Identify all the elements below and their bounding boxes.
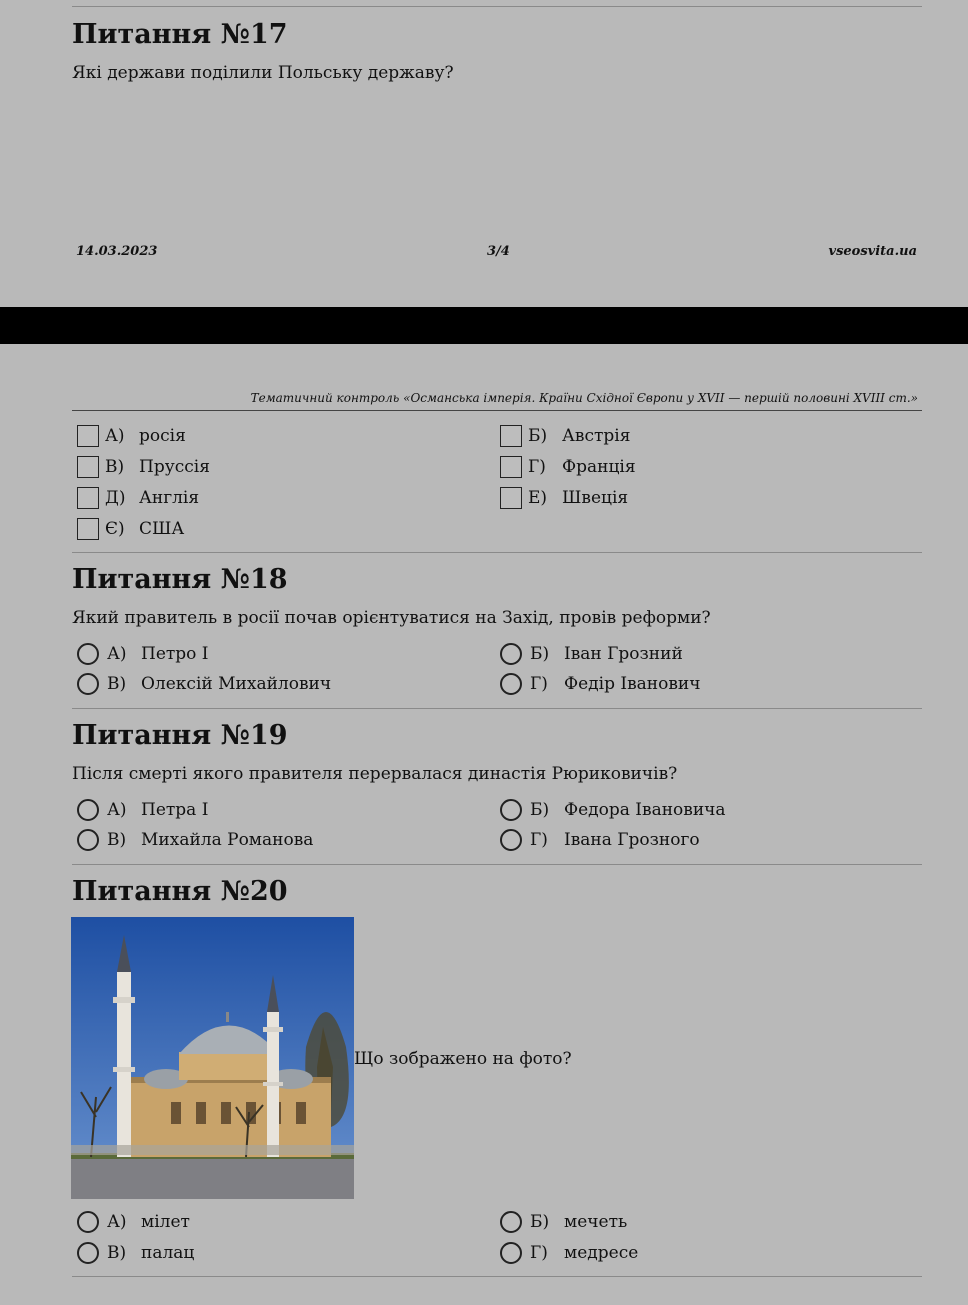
option-letter: В): [107, 1243, 127, 1263]
option-letter: Б): [530, 1212, 550, 1232]
option-letter: Б): [530, 644, 550, 664]
q18-option-b[interactable]: [500, 641, 683, 667]
radio-icon[interactable]: [77, 643, 99, 665]
q17-option-g[interactable]: [500, 454, 636, 480]
option-text: мілет: [141, 1212, 190, 1232]
q18-option-g[interactable]: [500, 671, 701, 697]
option-text: Олексій Михайлович: [141, 674, 332, 694]
q19-option-b[interactable]: [500, 797, 726, 823]
option-letter: Б): [530, 800, 550, 820]
mosque-photo-icon: [71, 917, 354, 1199]
option-text: Франція: [562, 457, 636, 477]
option-letter: А): [107, 644, 127, 664]
option-letter: Г): [530, 674, 548, 694]
question-19-title: Питання №19: [72, 720, 288, 751]
option-letter: Г): [528, 457, 546, 477]
option-text: Англія: [139, 488, 200, 508]
divider: [72, 864, 922, 865]
q17-option-e[interactable]: [500, 485, 628, 511]
radio-icon[interactable]: [77, 799, 99, 821]
q20-option-b[interactable]: [500, 1209, 627, 1235]
header-divider: [72, 410, 922, 411]
page-header: Тематичний контроль «Османська імперія. Країни Східної Європи у XVII — першій половині XVIII ст.»: [250, 391, 918, 405]
q17-option-v[interactable]: [77, 454, 210, 480]
option-text: росія: [139, 426, 186, 446]
option-text: Іван Грозний: [564, 644, 683, 664]
option-letter: В): [105, 457, 125, 477]
option-text: Федора Івановича: [564, 800, 726, 820]
radio-icon[interactable]: [500, 799, 522, 821]
checkbox-icon[interactable]: [77, 487, 99, 509]
divider: [72, 708, 922, 709]
option-text: Петро І: [141, 644, 209, 664]
option-letter: Є): [105, 519, 125, 539]
page-3-bottom: [0, 0, 968, 307]
q19-option-a[interactable]: [77, 797, 208, 823]
option-letter: Д): [105, 488, 126, 508]
option-letter: В): [107, 674, 127, 694]
option-letter: А): [107, 800, 127, 820]
question-18-text: Який правитель в росії почав орієнтуватися на Захід, провів реформи?: [72, 608, 711, 628]
q17-option-a[interactable]: [77, 423, 186, 449]
option-text: палац: [141, 1243, 195, 1263]
divider: [72, 1276, 922, 1277]
option-letter: А): [107, 1212, 127, 1232]
option-text: медресе: [564, 1243, 639, 1263]
q17-option-d[interactable]: [77, 485, 199, 511]
q20-option-a[interactable]: [77, 1209, 190, 1235]
radio-icon[interactable]: [500, 829, 522, 851]
radio-icon[interactable]: [500, 1242, 522, 1264]
radio-icon[interactable]: [77, 1242, 99, 1264]
option-letter: Г): [530, 1243, 548, 1263]
checkbox-icon[interactable]: [77, 518, 99, 540]
q17-option-b[interactable]: [500, 423, 630, 449]
q18-option-v[interactable]: [77, 671, 331, 697]
radio-icon[interactable]: [77, 1211, 99, 1233]
option-letter: А): [105, 426, 125, 446]
divider: [72, 6, 922, 7]
radio-icon[interactable]: [500, 1211, 522, 1233]
footer-page-number: 3/4: [487, 244, 510, 259]
option-letter: Г): [530, 830, 548, 850]
q17-option-ye[interactable]: [77, 516, 184, 542]
option-text: Петра І: [141, 800, 209, 820]
question-17-text: Які держави поділили Польську державу?: [72, 63, 454, 83]
option-letter: Е): [528, 488, 548, 508]
q18-option-a[interactable]: [77, 641, 209, 667]
q19-option-v[interactable]: [77, 827, 313, 853]
question-18-title: Питання №18: [72, 564, 288, 595]
option-text: Австрія: [562, 426, 631, 446]
option-text: Івана Грозного: [564, 830, 700, 850]
option-text: США: [139, 519, 185, 539]
radio-icon[interactable]: [77, 673, 99, 695]
q20-option-g[interactable]: [500, 1240, 638, 1266]
divider: [72, 552, 922, 553]
checkbox-icon[interactable]: [500, 425, 522, 447]
option-text: Михайла Романова: [141, 830, 314, 850]
checkbox-icon[interactable]: [77, 456, 99, 478]
option-text: Федір Іванович: [564, 674, 701, 694]
page-4: [0, 344, 968, 1305]
question-19-text: Після смерті якого правителя перервалася династія Рюриковичів?: [72, 764, 678, 784]
option-letter: Б): [528, 426, 548, 446]
checkbox-icon[interactable]: [500, 487, 522, 509]
radio-icon[interactable]: [500, 673, 522, 695]
mosque-photo: [71, 917, 354, 1199]
q19-option-g[interactable]: [500, 827, 700, 853]
option-letter: В): [107, 830, 127, 850]
footer-site: vseosvita.ua: [828, 244, 917, 259]
option-text: мечеть: [564, 1212, 628, 1232]
radio-icon[interactable]: [77, 829, 99, 851]
option-text: Швеція: [562, 488, 629, 508]
q20-option-v[interactable]: [77, 1240, 194, 1266]
radio-icon[interactable]: [500, 643, 522, 665]
option-text: Пруссія: [139, 457, 210, 477]
question-17-title: Питання №17: [72, 19, 288, 50]
footer-date: 14.03.2023: [76, 244, 158, 259]
checkbox-icon[interactable]: [500, 456, 522, 478]
checkbox-icon[interactable]: [77, 425, 99, 447]
question-20-title: Питання №20: [72, 876, 288, 907]
question-20-text: Що зображено на фото?: [354, 1049, 572, 1069]
